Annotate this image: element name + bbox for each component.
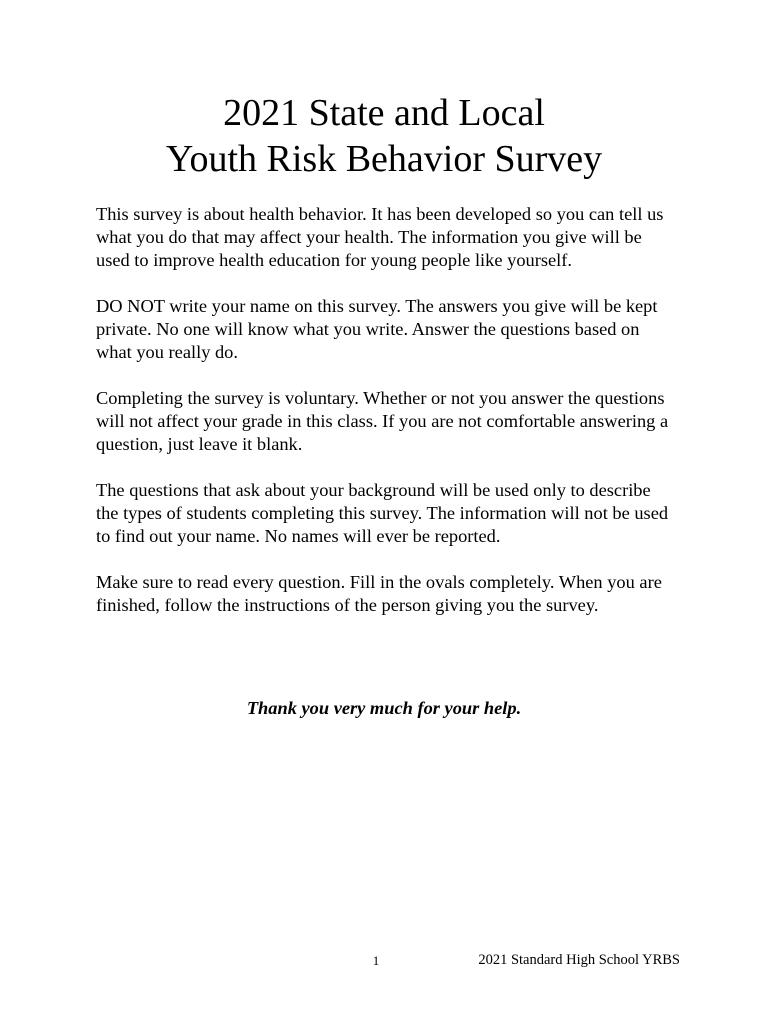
page-number: 1 [372,953,380,968]
title-line-2: Youth Risk Behavior Survey [165,138,603,180]
instructions-body [96,203,676,640]
paragraph-purpose: This survey is about health behavior. It has been developed so you can tell us what you do that may affect your health. The information you give will be used to improve health education for young people like yourself. [96,204,664,270]
paragraph-privacy: DO NOT write your name on this survey. The answers you give will be kept private. No one will know what you write. Answer the questions based on what you really do. [96,296,658,362]
title-line-1: 2021 State and Local [223,92,545,134]
paragraph-voluntary: Completing the survey is voluntary. Whether or not you answer the questions will not affect your grade in this class. If you are not comfortable answering a question, just leave it blank. [96,388,669,454]
paragraph-directions: Make sure to read every question. Fill in the ovals completely. When you are finished, follow the instructions of the person giving you the survey. [96,572,662,615]
thank-you-note: Thank you very much for your help. [246,698,522,718]
page-title [0,90,768,182]
footer-document-label: 2021 Standard High School YRBS [478,952,680,968]
paragraph-background: The questions that ask about your background will be used only to describe the types of students completing this survey. The information will not be used to find out your name. No names will ever be reported. [96,480,669,546]
